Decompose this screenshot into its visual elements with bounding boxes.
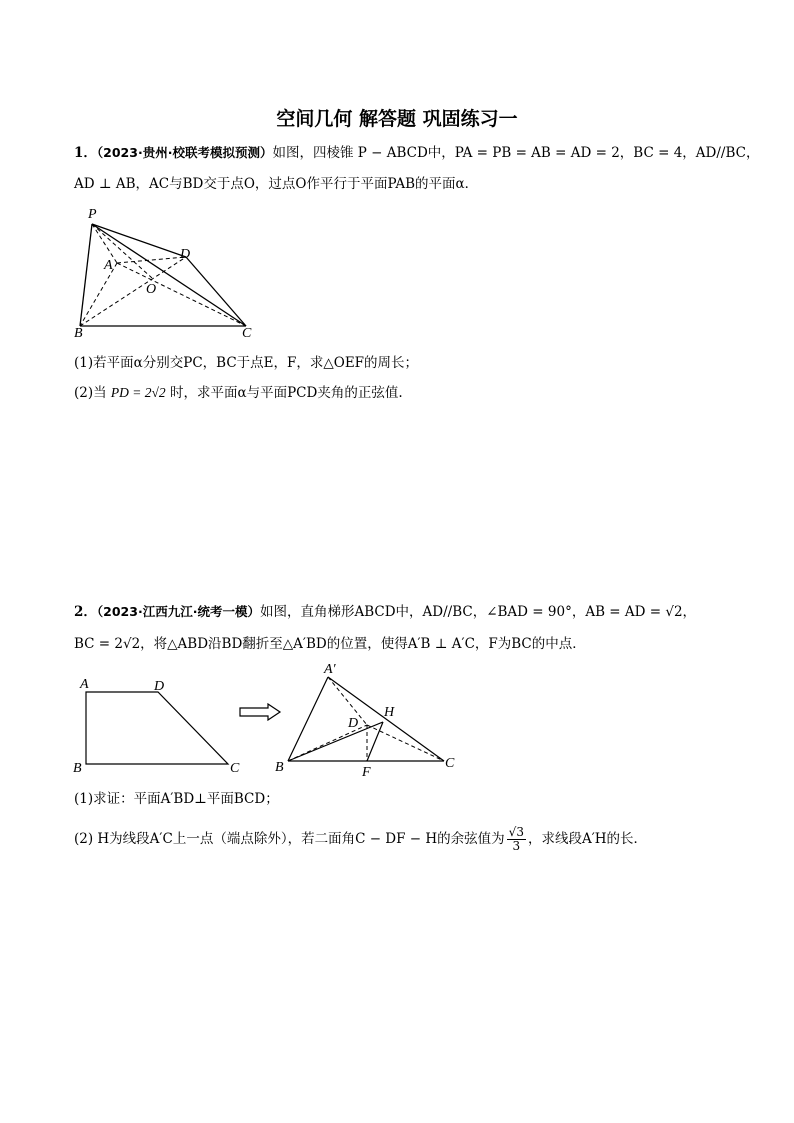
q2-folded-figure	[270, 660, 470, 785]
q2-statement-line2: BC = 2√2，将△ABD沿BD翻折至△A′BD的位置，使得A′B ⊥ A′C，F为BC的中点．	[74, 636, 586, 652]
q2-fraction	[507, 826, 526, 853]
q1-statement-line1: 如图，四棱锥 P − ABCD中，PA = PB = AB = AD = 2，BC = 4，AD//BC，	[272, 145, 760, 161]
q2-fig2-label-F: F	[362, 765, 371, 780]
q2-part2	[74, 826, 647, 853]
q2-fraction-numerator: √3	[508, 825, 524, 839]
q1-part2-math: PD = 2√2	[110, 385, 166, 400]
q1-label-C: C	[242, 326, 252, 340]
q2-line1	[74, 603, 696, 621]
q2-fig1-label-C: C	[230, 761, 240, 776]
q1-pyramid-figure	[70, 200, 270, 340]
q1-label-B: B	[74, 326, 83, 340]
q2-part2-prefix: (2) H为线段A′C上一点（端点除外），若二面角C − DF − H的余弦值为	[74, 831, 505, 847]
q1-label-A: A	[104, 258, 113, 273]
q2-statement-line1: 如图，直角梯形ABCD中，AD//BC，∠BAD = 90°，AB = AD = √2，	[259, 604, 697, 620]
q2-fig2-label-B: B	[275, 760, 284, 775]
q2-fig2-label-C: C	[445, 756, 455, 771]
q2-number: 2．	[74, 604, 97, 620]
q1-part2-suffix: 时，求平面α与平面PCD夹角的正弦值.	[169, 385, 403, 401]
q1-label-O: O	[146, 282, 157, 297]
q2-fig2-label-H: H	[384, 705, 395, 720]
q1-label-D: D	[180, 247, 191, 262]
q2-fig1-label-A: A	[80, 677, 89, 692]
q2-fraction-denominator: 3	[512, 839, 521, 853]
q1-part1: (1)若平面α分别交PC，BC于点E，F，求△OEF的周长；	[74, 355, 419, 371]
q1-part2	[74, 384, 403, 402]
q1-number: 1．	[74, 145, 97, 161]
q2-part2-suffix: ，求线段A′H的长．	[527, 831, 648, 847]
q2-fig2-label-A-prime: A′	[324, 662, 336, 677]
q1-label-P: P	[88, 207, 97, 222]
q1-source: （2023·贵州·校联考模拟预测）	[96, 145, 273, 160]
q2-source: （2023·江西九江·统考一模）	[96, 604, 260, 619]
q2-fig1-label-B: B	[73, 761, 82, 776]
q2-trapezoid-figure	[70, 672, 250, 782]
q1-part2-prefix: (2)当	[74, 385, 107, 401]
q1-statement-line2: AD ⊥ AB，AC与BD交于点O，过点O作平行于平面PAB的平面α．	[74, 176, 479, 192]
q1-line1	[74, 144, 759, 162]
q2-part1: (1)求证：平面A′BD⊥平面BCD；	[74, 791, 279, 807]
page-title: 空间几何 解答题 巩固练习一	[276, 108, 518, 130]
q2-fig2-label-D: D	[348, 716, 359, 731]
q2-fig1-label-D: D	[154, 679, 165, 694]
